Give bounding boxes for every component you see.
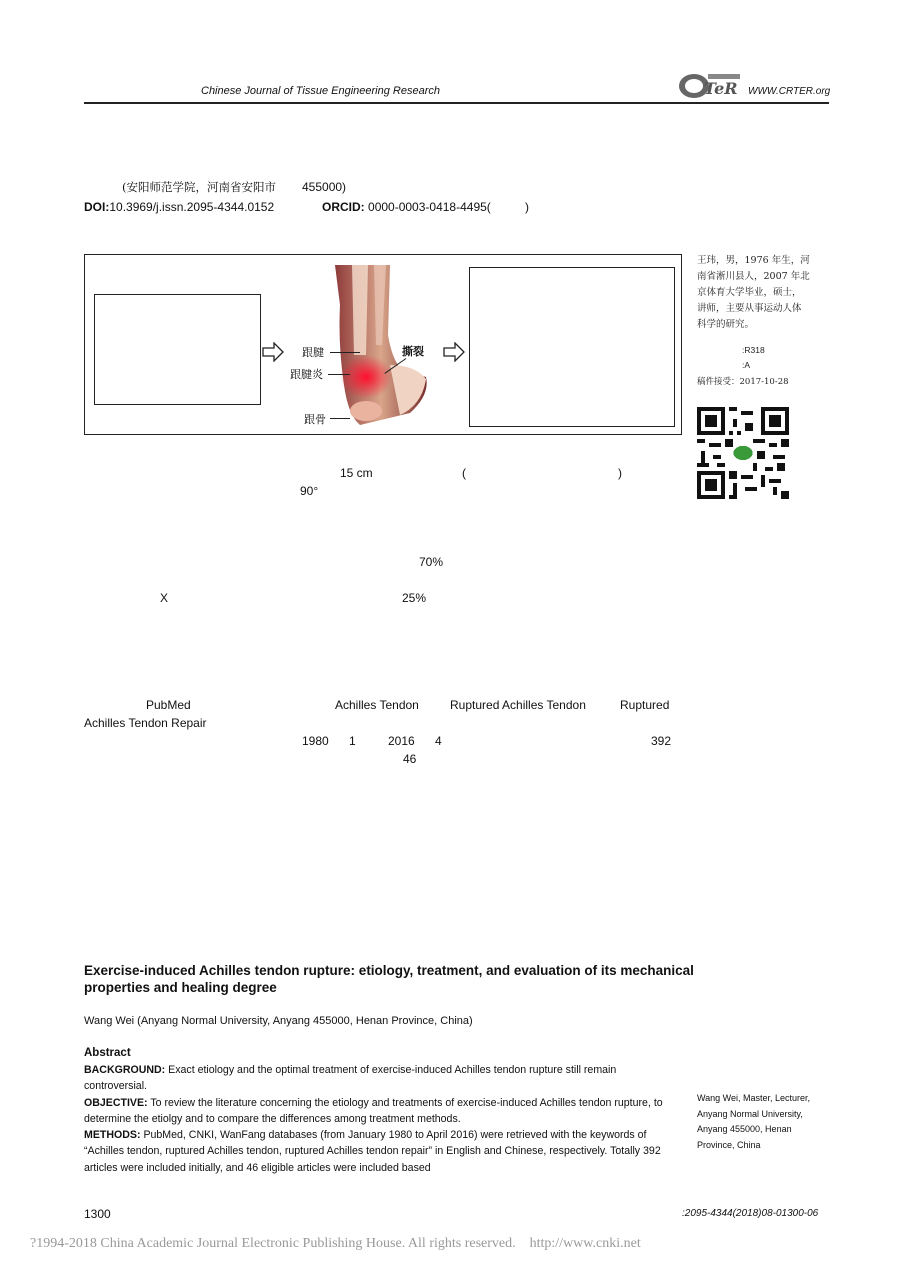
author-bio: [697, 253, 827, 333]
doi-line: [84, 200, 274, 214]
author-note-line: Province, China: [697, 1139, 761, 1150]
author-bio-line: 王玮，男，1976 年生，河: [697, 255, 810, 266]
text-fragment: 46: [403, 752, 417, 766]
objective-text: To review the literature concerning the etiology and treatments of exercise-induced Achilles tendon rupture, to determine the etiolgy and to compare the differences among treatment methods.: [84, 1096, 663, 1125]
abstract-objective: [84, 1095, 664, 1128]
copyright-footer: [30, 1236, 641, 1252]
clc-number: :R318: [742, 345, 765, 355]
text-fragment: PubMed: [146, 698, 191, 712]
doi-value: 10.3969/j.issn.2095-4344.0152: [109, 200, 275, 214]
text-fragment: 1980: [302, 734, 329, 748]
text-fragment: Achilles Tendon: [335, 698, 419, 712]
doi-label: DOI:: [84, 200, 110, 214]
text-fragment: Achilles Tendon Repair: [84, 716, 207, 730]
author-bio-line: 科学的研究。: [697, 319, 755, 330]
text-fragment: ): [618, 466, 622, 480]
author-note: [697, 1091, 837, 1153]
leader-line: [330, 418, 350, 419]
objective-label: OBJECTIVE:: [84, 1096, 148, 1109]
text-fragment: 4: [435, 734, 442, 748]
text-fragment: 25%: [402, 591, 427, 605]
svg-text:TeR: TeR: [704, 79, 738, 98]
journal-url: WWW.CRTER.org: [748, 86, 831, 97]
author-bio-line: 讲师，主要从事运动人体: [697, 303, 802, 314]
text-fragment: 392: [651, 734, 672, 748]
text-fragment: 15 cm: [340, 466, 373, 480]
leader-line: [330, 352, 360, 353]
methods-text: PubMed, CNKI, WanFang databases (from January 1980 to April 2016) were retrieved with the keywords of “Achilles tendon, ruptured Achilles tendon, ruptured Achilles tendon repair” in English and Chinese, respectively. Totally 392 articles were included initially, and 46 eligible articles were included based: [84, 1129, 661, 1174]
leader-line: [328, 374, 350, 375]
text-fragment: X: [160, 591, 169, 605]
document-code: :A: [742, 360, 751, 370]
figure-left-box: [94, 294, 261, 405]
affiliation-zip: 455000): [302, 180, 347, 194]
text-fragment: 90°: [300, 484, 319, 498]
arrow-right-icon: [443, 342, 465, 367]
author-bio-line: 京体育大学毕业，硕士，: [697, 287, 802, 298]
cnki-link[interactable]: http://www.cnki.net: [529, 1236, 641, 1251]
text-fragment: (: [462, 466, 466, 480]
author-bio-line: 南省淅川县人，2007 年北: [697, 271, 810, 282]
figure-right-box: [469, 267, 675, 427]
abstract-background: [84, 1062, 664, 1095]
abstract-heading: Abstract: [84, 1047, 131, 1059]
label-calcaneus: 跟骨: [304, 413, 326, 426]
english-title: Exercise-induced Achilles tendon rupture: etiology, treatment, and evaluation of its mechanical properties and healing degree: [84, 963, 694, 995]
text-fragment: 1: [349, 734, 356, 748]
text-fragment: 2016: [388, 734, 415, 748]
text-fragment: Ruptured Achilles Tendon: [450, 698, 586, 712]
background-label: BACKGROUND:: [84, 1064, 166, 1076]
author-note-line: Wang Wei, Master, Lecturer,: [697, 1093, 811, 1103]
orcid-label: ORCID:: [322, 200, 365, 214]
qr-code[interactable]: [697, 407, 789, 504]
page-number: 1300: [84, 1207, 111, 1221]
text-fragment: Ruptured: [620, 698, 670, 712]
orcid-line: [322, 200, 491, 214]
header-rule: [84, 102, 829, 104]
journal-logo: [678, 72, 744, 100]
author-note-line: Anyang Normal University,: [697, 1108, 803, 1119]
label-tear: 撕裂: [402, 345, 424, 358]
orcid-value: 0000-0003-0418-4495(: [368, 200, 491, 214]
abstract-methods: [84, 1127, 664, 1176]
author-note-line: Anyang 455000, Henan: [697, 1124, 792, 1134]
background-text: Exact etiology and the optimal treatment of exercise-induced Achilles tendon rupture still remain controversial.: [84, 1064, 617, 1093]
label-tendinitis: 跟腱炎: [290, 368, 323, 381]
arrow-right-icon: [262, 342, 284, 367]
label-tendon: 跟腱: [302, 346, 324, 359]
english-author: Wang Wei (Anyang Normal University, Anyang 455000, Henan Province, China): [84, 1015, 473, 1027]
copyright-text: ?1994-2018 China Academic Journal Electronic Publishing House. All rights reserved.: [30, 1236, 516, 1251]
orcid-close: ): [525, 200, 529, 214]
affiliation-cn: (安阳师范学院，河南省安阳市: [122, 180, 276, 194]
received-date: 稿件接受：2017-10-28: [697, 377, 789, 387]
text-fragment: 70%: [419, 555, 444, 569]
abstract-body: [84, 1062, 664, 1176]
journal-name: Chinese Journal of Tissue Engineering Research: [201, 85, 440, 97]
issn-code: :2095-4344(2018)08-01300-06: [682, 1208, 819, 1219]
methods-label: METHODS:: [84, 1129, 141, 1142]
